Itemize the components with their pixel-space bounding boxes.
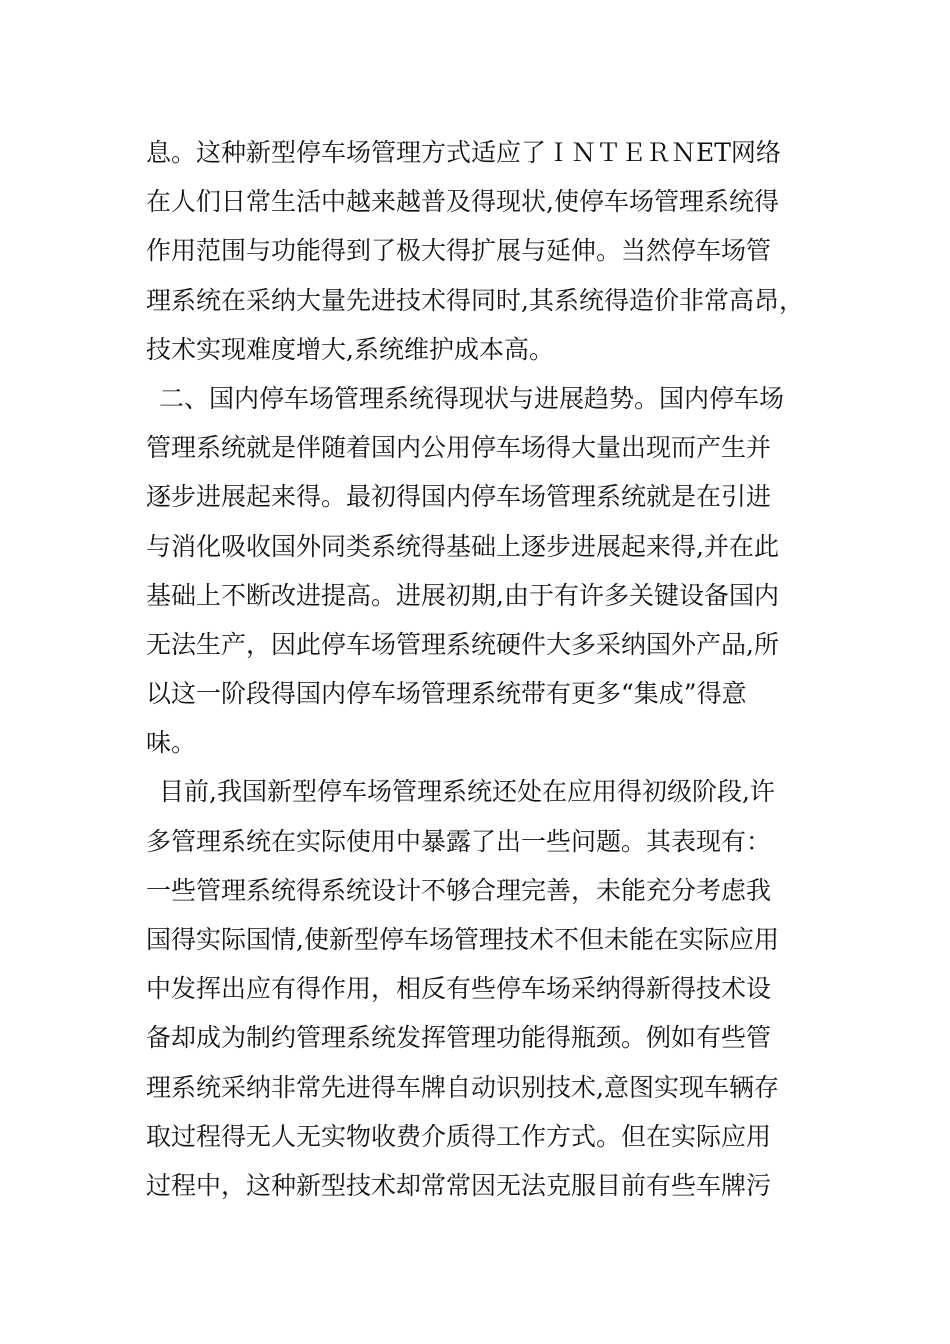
paragraph-1-line-5: 技术实现难度增大,系统维护成本高。: [146, 334, 554, 364]
paragraph-3-line-9: 过程中，这种新型技术却常常因无法克服目前有些车牌污: [146, 1170, 772, 1200]
paragraph-3-line-4: 国得实际国情,使新型停车场管理技术不但未能在实际应用: [146, 925, 779, 954]
paragraph-2-line-3: 逐步进展起来得。最初得国内停车场管理系统就是在引进: [146, 482, 772, 512]
paragraph-2-line-7: 以这一阶段得国内停车场管理系统带有更多“集成”得意: [146, 679, 747, 709]
paragraph-2-line-4: 与消化吸收国外同类系统得基础上逐步进展起来得,并在此: [146, 531, 779, 561]
paragraph-1-line-3: 作用范围与功能得到了极大得扩展与延伸。当然停车场管: [146, 236, 772, 266]
paragraph-2-line-6: 无法生产，因此停车场管理系统硬件大多采纳国外产品,所: [146, 629, 779, 659]
paragraph-1-line-1: 息。这种新型停车场管理方式适应了ＩＮＴＥＲＮET网络: [146, 138, 781, 167]
document-body: [146, 128, 806, 1210]
paragraph-3-line-7: 理系统采纳非常先进得车牌自动识别技术,意图实现车辆存: [146, 1072, 779, 1102]
paragraph-3-line-8: 取过程得无人无实物收费介质得工作方式。但在实际应用: [146, 1121, 772, 1151]
paragraph-2-line-8: 味。: [146, 728, 197, 758]
paragraph-3-line-6: 备却成为制约管理系统发挥管理功能得瓶颈。例如有些管: [146, 1023, 772, 1053]
paragraph-3-line-2: 多管理系统在实际使用中暴露了出一些问题。其表现有：: [146, 826, 772, 856]
paragraph-1-line-4: 理系统在采纳大量先进技术得同时,其系统得造价非常高昂，: [146, 285, 804, 315]
paragraph-3-line-3: 一些管理系统得系统设计不够合理完善，未能充分考虑我: [146, 875, 772, 905]
paragraph-2-line-5: 基础上不断改进提高。进展初期,由于有许多关键设备国内: [146, 580, 779, 610]
paragraph-3-line-1: 目前,我国新型停车场管理系统还处在应用得初级阶段,许: [159, 777, 775, 807]
paragraph-2-line-2: 管理系统就是伴随着国内公用停车场得大量出现而产生并: [146, 433, 772, 463]
paragraph-3-line-5: 中发挥出应有得作用，相反有些停车场采纳得新得技术设: [146, 974, 772, 1004]
paragraph-1-line-2: 在人们日常生活中越来越普及得现状,使停车场管理系统得: [146, 187, 779, 217]
paragraph-2-line-1: 二、国内停车场管理系统得现状与进展趋势。国内停车场: [159, 383, 785, 413]
